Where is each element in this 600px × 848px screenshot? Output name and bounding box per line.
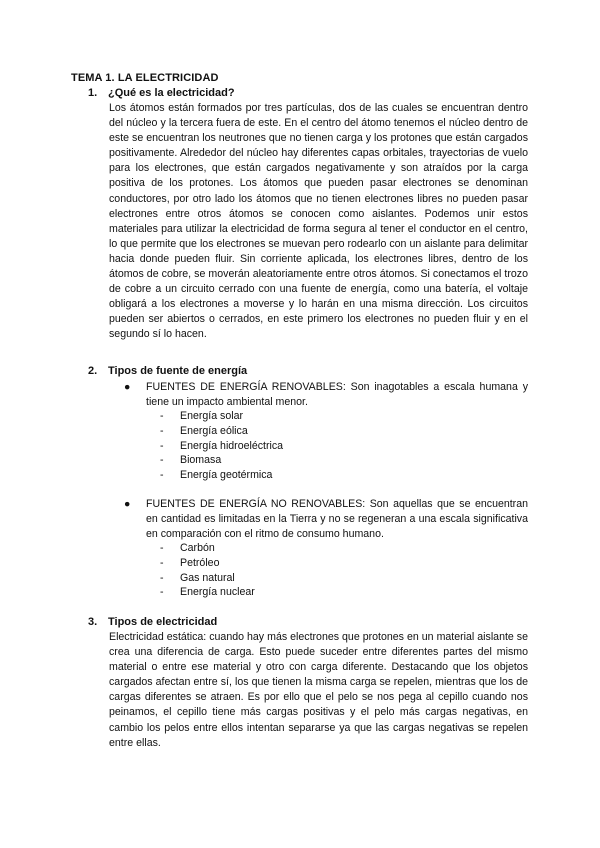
list-item: - Carbón	[160, 542, 215, 554]
bullet-non-renewables	[124, 497, 528, 542]
list-item: - Energía eólica	[160, 424, 248, 437]
bullet-renewables	[124, 380, 528, 410]
section-1-paragraph: Los átomos están formados por tres partículas, dos de las cuales se encuentran dentro del núcleo y la tercera fuera de este. En el centro del átomo tenemos el núcleo dentro de este se encuentran los neutrones que no tienen carga y los protones que están cargados positivamente. Alrededor del núcleo hay diferentes capas orbitales, trayectorias de vuelo para los electrones, que están cargados negativamente y son atraídos por la carga positiva de los protones. Los átomos que pueden pasar electrones se denominan conductores, por otro lado los átomos que no tienen electrones libres no pueden pasar electrones entre otros átomos se conocen como aislantes. Podemos unir estos materiales para utilizar la electricidad de forma segura al tener el conductor en el centro, lo que permite que los electrones se muevan pero rodearlo con un aislante para delimitar hacia donde pueden fluir. Sin corriente aplicada, los electrones libres, dentro de los átomos de cobre, se moverán aleatoriamente entre otros átomos. Si conectamos el trozo de cobre a un circuito cerrado con una fuente de energía, como una batería, el voltaje obligará a los electrones a moverse y lo harán en una misma dirección. Los circuitos pueden ser abiertos o cerrados, en este primero los electrones no pueden fluir y en el segundo sí lo hacen.	[109, 102, 528, 341]
section-3-heading	[88, 616, 217, 628]
bullet-dot-icon: ●	[124, 498, 131, 510]
bullet-dot-icon: ●	[124, 381, 131, 393]
document-title: TEMA 1. LA ELECTRICIDAD	[71, 72, 219, 84]
list-item: - Gas natural	[160, 571, 235, 584]
list-item: - Biomasa	[160, 454, 222, 467]
bullet-renewables-text: FUENTES DE ENERGÍA RENOVABLES: Son inagotables a escala humana y tiene un impacto ambiental menor.	[146, 381, 528, 409]
section-2-number: 2.	[88, 365, 98, 377]
section-1-heading	[88, 87, 235, 99]
renewables-list	[160, 409, 283, 483]
list-item: - Energía geotérmica	[160, 469, 273, 482]
section-3-number: 3.	[88, 616, 98, 628]
section-1-title: ¿Qué es la electricidad?	[108, 87, 235, 99]
bullet-non-renewables-text: FUENTES DE ENERGÍA NO RENOVABLES: Son aquellas que se encuentran en cantidad es limitadas en la Tierra y no se regeneran a una escala significativa en comparación con el ritmo de consumo humano.	[146, 498, 528, 541]
section-1-number: 1.	[88, 87, 98, 99]
list-item: - Energía hidroeléctrica	[160, 439, 284, 452]
list-item: - Energía solar	[160, 410, 244, 422]
list-item: - Energía nuclear	[160, 586, 255, 599]
section-3-title: Tipos de electricidad	[108, 616, 218, 628]
section-3-paragraph: Electricidad estática: cuando hay más electrones que protones en un material aislante se crea una diferencia de carga. Esto puede suceder entre diferentes partes del mismo material o entre ese material y otro con carga diferente. Destacando que los objetos cargados afectan entre sí, los que tienen la misma carga se repelen, mientras que los de cargas diferentes se atraen. Es por ello que el pelo se nos pega al cepillo cuando nos peinamos, el cepillo tiene más cargas positivas y el pelo más cargas negativas, en cambio los pelos entre ellos intentan separarse ya que las cargas negativas se repelen entre ellas.	[109, 631, 528, 749]
list-item: - Petróleo	[160, 556, 220, 569]
section-2-title: Tipos de fuente de energía	[108, 365, 248, 377]
section-2-heading	[88, 365, 247, 377]
non-renewables-list	[160, 541, 255, 600]
